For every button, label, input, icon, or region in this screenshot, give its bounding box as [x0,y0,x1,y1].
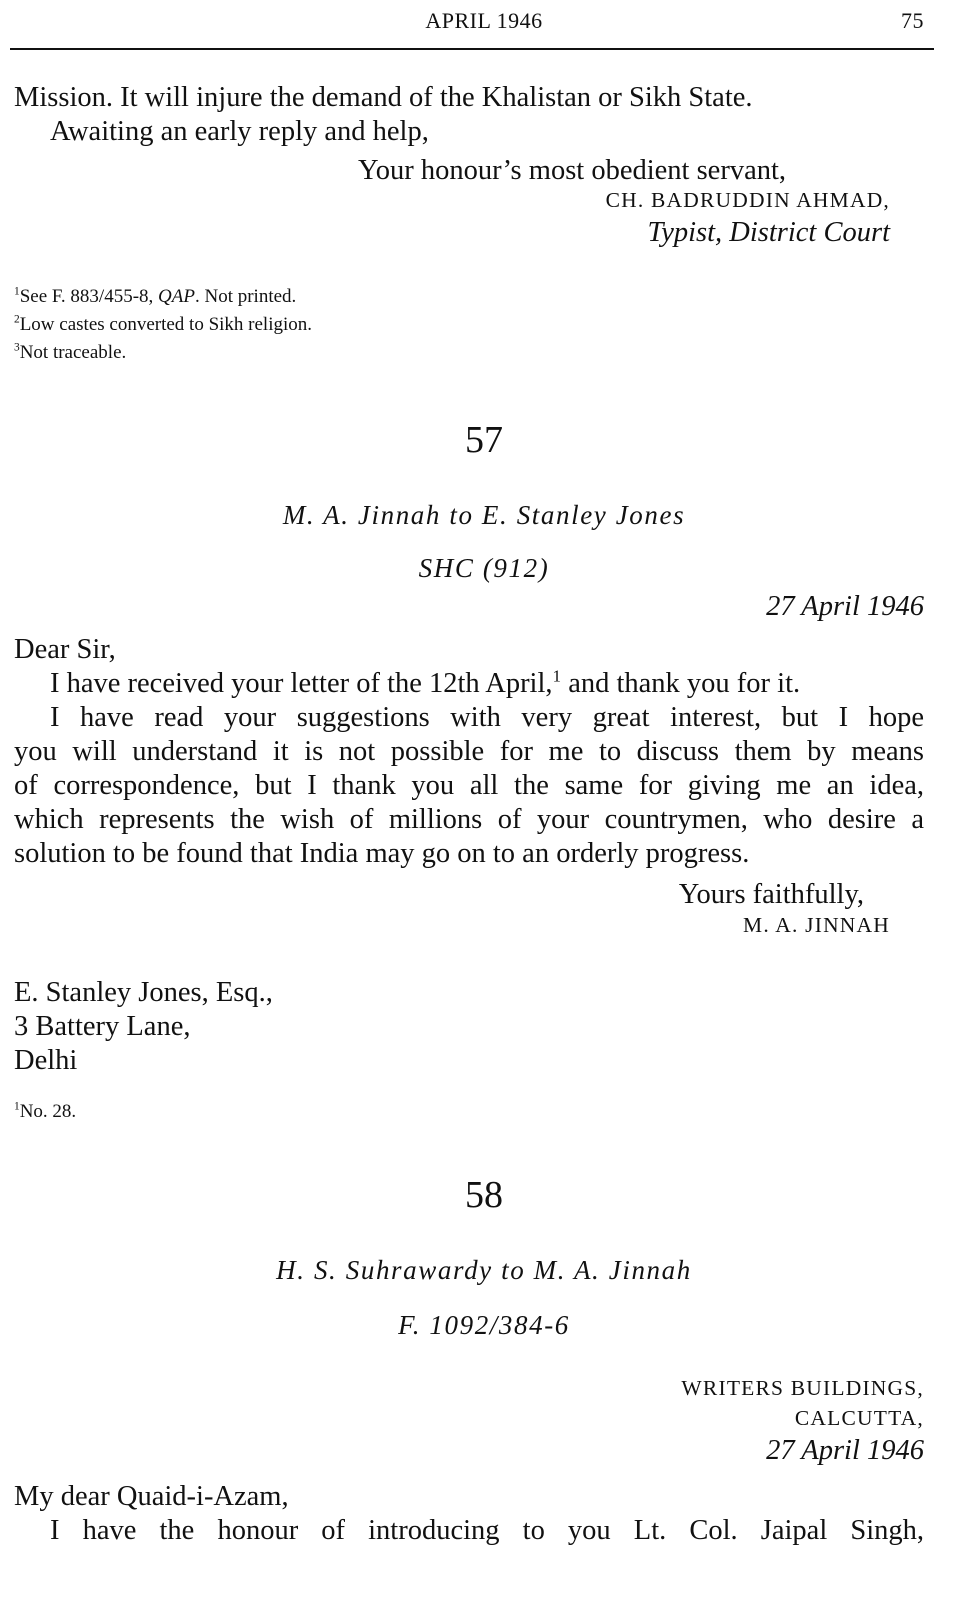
document-57-date: 27 April 1946 [766,591,924,622]
document-58-title: H. S. Suhrawardy to M. A. Jinnah [276,1255,692,1285]
para-text-end: and thank you for it. [561,668,801,699]
document-57-closing: Yours faithfully, [678,879,864,910]
footnote-text: See F. 883/455-8, [19,286,159,307]
document-57-para2-line5: solution to be found that India may go on to an orderly progress. [14,838,750,869]
prev-letter-closing: Your honour’s most obedient servant, [358,155,787,186]
footnote-1 [14,283,296,311]
document-number-58: 58 [465,1174,503,1216]
prev-letter-line2: Awaiting an early reply and help, [50,116,429,147]
header-rule [10,48,934,50]
footnote-text: No. 28. [19,1101,77,1122]
document-58-salutation: My dear Quaid-i-Azam, [14,1481,289,1512]
footnote-mark: 2 [14,313,20,326]
document-57-signer: M. A. JINNAH [743,913,890,937]
footnote-text: Low castes converted to Sikh religion. [19,314,313,335]
footnote-mark: 1 [14,285,20,298]
document-57-para2-line4: which represents the wish of millions of your countrymen, who desire a [14,804,924,835]
footnote-mark: 1 [14,1100,20,1113]
footnote-mark: 3 [14,341,20,354]
document-57-address-line2: 3 Battery Lane, [14,1011,191,1042]
document-57-address-line3: Delhi [14,1045,78,1076]
document-58-para1: I have the honour of introducing to you Lt. Col. Jaipal Singh, [50,1515,924,1546]
footnote-text-end: . Not printed. [194,286,297,307]
document-57-title: M. A. Jinnah to E. Stanley Jones [282,500,686,530]
document-57-para2-line3: of correspondence, but I thank you all the same for giving me an idea, [14,770,924,801]
document-57-address-line1: E. Stanley Jones, Esq., [14,977,273,1008]
document-57-para2-line1: I have read your suggestions with very great interest, but I hope [50,702,924,733]
document-57-reference: SHC (912) [418,553,550,583]
document-58-address-line1: WRITERS BUILDINGS, [681,1376,924,1400]
footnote-italic: QAP [158,286,195,307]
prev-letter-signer-title: Typist, District Court [647,217,890,248]
document-number-57: 57 [465,419,503,461]
prev-letter-signer: CH. BADRUDDIN AHMAD, [605,188,890,212]
footnote-ref: 1 [552,666,562,686]
footnote-3 [14,339,126,367]
para-text: I have received your letter of the 12th April, [50,668,553,699]
document-57-salutation: Dear Sir, [14,634,116,665]
page-number: 75 [901,8,924,33]
prev-letter-line1: Mission. It will injure the demand of the Khalistan or Sikh State. [14,82,753,113]
document-58-address-line2: CALCUTTA, [794,1406,924,1430]
document-57-footnote [14,1098,76,1126]
document-58-reference: F. 1092/384-6 [398,1310,570,1340]
document-57-para2-line2: you will understand it is not possible for me to discuss them by means [14,736,924,767]
running-title: APRIL 1946 [425,8,543,33]
document-57-para1 [50,667,800,701]
document-58-date: 27 April 1946 [766,1435,924,1466]
footnote-text: Not traceable. [19,342,127,363]
footnote-2 [14,311,312,339]
